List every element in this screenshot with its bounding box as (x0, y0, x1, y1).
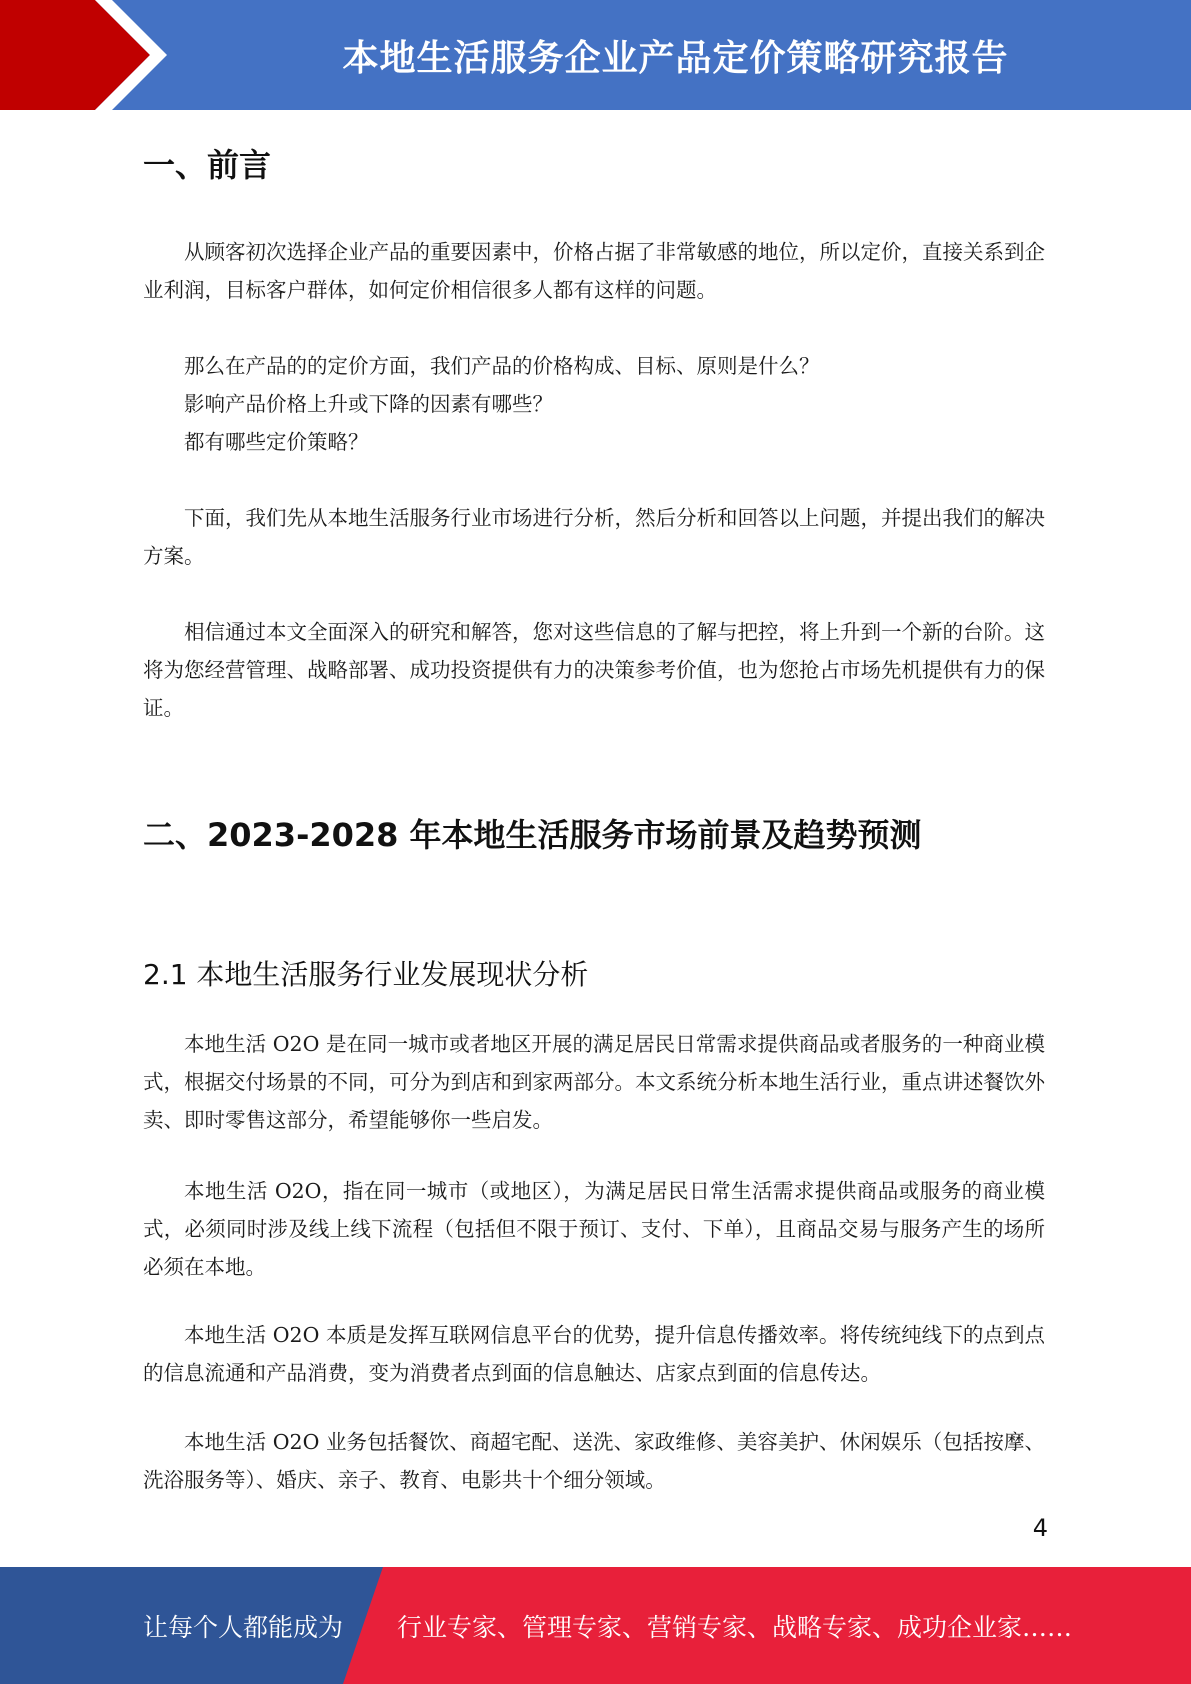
section-heading-preface: 一、前言 (143, 146, 272, 184)
document-title: 本地生活服务企业产品定价策略研究报告 (342, 37, 1009, 79)
footer-slogan-right: 行业专家、管理专家、营销专家、战略专家、成功企业家…… (397, 1612, 1073, 1642)
paragraph: 本地生活 O2O 业务包括餐饮、商超宅配、送洗、家政维修、美容美护、休闲娱乐（包括按摩、洗浴服务等）、婚庆、亲子、教育、电影共十个细分领域。 (143, 1430, 1045, 1492)
footer-banner (0, 1567, 1191, 1684)
section-heading-market-outlook: 二、2023-2028 年本地生活服务市场前景及趋势预测 (143, 816, 922, 854)
paragraph: 本地生活 O2O 是在同一城市或者地区开展的满足居民日常需求提供商品或者服务的一种商业模式，根据交付场景的不同，可分为到店和到家两部分。本文系统分析本地生活行业，重点讲述餐饮外卖、即时零售这部分，希望能够你一些启发。 (143, 1032, 1045, 1132)
paragraph: 本地生活 O2O 本质是发挥互联网信息平台的优势，提升信息传播效率。将传统纯线下的点到点的信息流通和产品消费，变为消费者点到面的信息触达、店家点到面的信息传达。 (143, 1323, 1045, 1385)
paragraph: 相信通过本文全面深入的研究和解答，您对这些信息的了解与把控，将上升到一个新的台阶。这将为您经营管理、战略部署、成功投资提供有力的决策参考价值，也为您抢占市场先机提供有力的保证。 (143, 620, 1045, 720)
paragraph: 从顾客初次选择企业产品的重要因素中，价格占据了非常敏感的地位，所以定价，直接关系到企业利润，目标客户群体，如何定价相信很多人都有这样的问题。 (143, 240, 1045, 302)
question-line: 影响产品价格上升或下降的因素有哪些？ (184, 392, 553, 416)
page-number: 4 (1032, 1514, 1048, 1542)
header-banner (0, 0, 1191, 110)
paragraph: 下面，我们先从本地生活服务行业市场进行分析，然后分析和回答以上问题，并提出我们的解决方案。 (143, 506, 1045, 568)
paragraph: 本地生活 O2O，指在同一城市（或地区），为满足居民日常生活需求提供商品或服务的商业模式，必须同时涉及线上线下流程（包括但不限于预订、支付、下单），且商品交易与服务产生的场所必须在本地。 (143, 1179, 1045, 1279)
question-line: 那么在产品的的定价方面，我们产品的价格构成、目标、原则是什么？ (184, 354, 820, 378)
question-line: 都有哪些定价策略？ (184, 430, 369, 454)
subsection-heading-status: 2.1 本地生活服务行业发展现状分析 (143, 958, 589, 991)
footer-slogan-left: 让每个人都能成为 (143, 1612, 344, 1642)
